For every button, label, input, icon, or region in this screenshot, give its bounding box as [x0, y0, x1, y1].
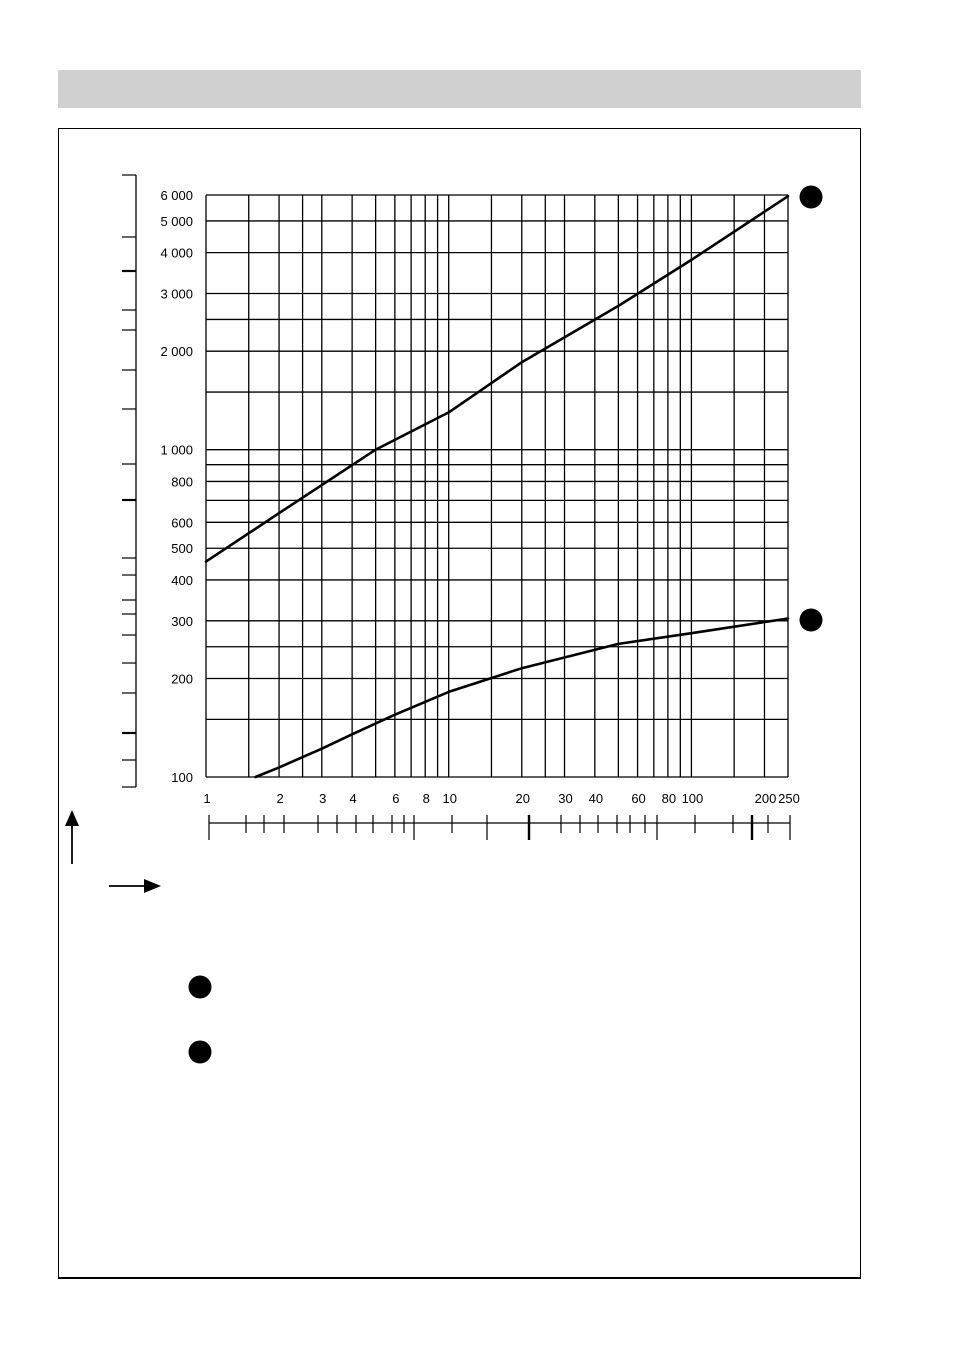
series-marker-dot-1 — [189, 976, 212, 999]
y-tick-label: 4 000 — [160, 245, 193, 261]
y-axis-arrow-head — [65, 810, 79, 826]
x-tick-label: 30 — [558, 791, 573, 806]
x-tick-label: 4 — [349, 791, 357, 806]
grid — [206, 195, 788, 777]
x-axis-arrow-head — [144, 879, 161, 893]
y-tick-label: 3 000 — [160, 286, 193, 302]
x-tick-label: 1 — [203, 791, 211, 806]
y-tick-label: 600 — [171, 515, 193, 531]
y-tick-label: 300 — [171, 613, 193, 629]
secondary-scales — [65, 175, 790, 893]
x-tick-label: 200 — [754, 791, 777, 806]
series-line-1 — [206, 196, 788, 561]
x-tick-label: 20 — [515, 791, 531, 806]
tick-labels — [160, 188, 799, 806]
x-tick-label: 6 — [392, 791, 400, 806]
y-tick-label: 1 000 — [160, 442, 193, 458]
markers — [189, 186, 823, 1064]
series-lines — [206, 196, 788, 777]
series-marker-dot-2 — [800, 609, 823, 632]
x-tick-label: 80 — [661, 791, 677, 806]
y-tick-label: 6 000 — [160, 188, 193, 203]
y-tick-label: 500 — [171, 541, 193, 557]
x-tick-label: 60 — [631, 791, 646, 806]
series-marker-dot-2 — [189, 1041, 212, 1064]
y-tick-label: 400 — [171, 572, 193, 588]
x-tick-label: 250 — [778, 791, 800, 806]
y-tick-label: 5 000 — [160, 213, 193, 229]
x-tick-label: 10 — [442, 791, 457, 806]
x-tick-label: 40 — [588, 791, 604, 806]
x-tick-label: 2 — [276, 791, 284, 806]
y-tick-label: 200 — [171, 671, 193, 687]
y-tick-label: 100 — [171, 770, 193, 785]
x-tick-label: 100 — [681, 791, 704, 806]
y-tick-label: 2 000 — [160, 344, 193, 360]
x-tick-label: 8 — [422, 791, 430, 806]
x-tick-label: 3 — [319, 791, 327, 806]
y-tick-label: 800 — [171, 474, 193, 490]
series-marker-dot-1 — [800, 186, 823, 209]
